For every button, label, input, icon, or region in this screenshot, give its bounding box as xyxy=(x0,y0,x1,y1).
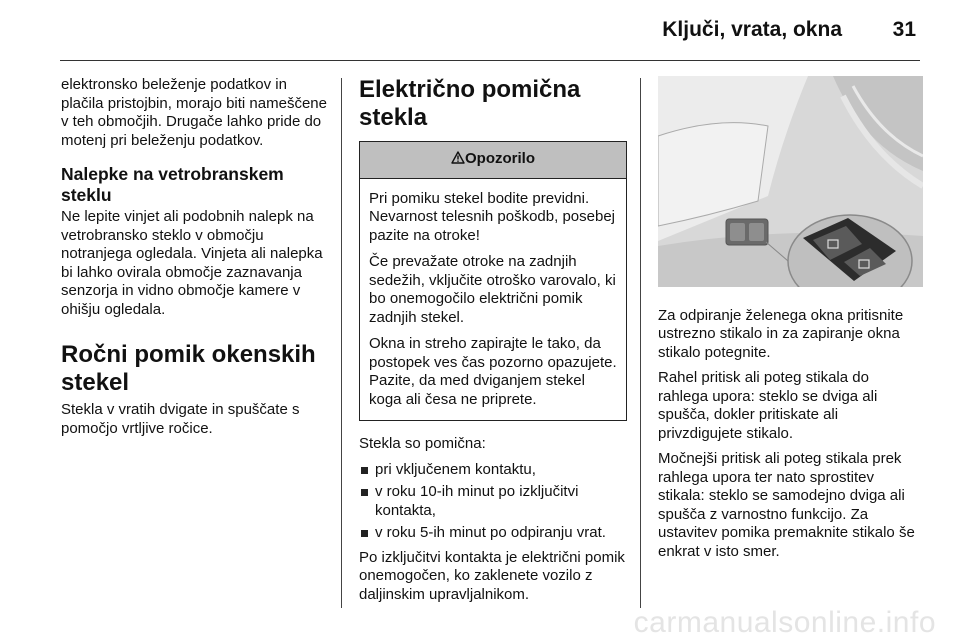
manual-windows-paragraph: Stekla v vratih dvigate in spuščate s pomočjo vrtljive ročice. xyxy=(61,401,300,437)
warning-paragraph: Okna in streho zapirajte le tako, da postopek ves čas pozorno opazujete. Pazite, da med dviganjem stekel koga ali česa ne priprete. xyxy=(369,335,617,408)
sticker-paragraph: Ne lepite vinjet ali podobnih nalepk na vetrobransko steklo v območju notranjega ogledala. Vinjeta ali nalepka bi lahko ovirala območje zaznavanja senzorja in vidno območje kamere v ohišju ogledala. xyxy=(61,208,323,318)
window-switch-illustration xyxy=(658,76,923,287)
warning-triangle-icon xyxy=(451,151,465,164)
running-header-title: Ključi, vrata, okna xyxy=(662,18,842,41)
conditions-lead: Stekla so pomična: xyxy=(359,435,486,452)
open-close-paragraph: Za odpiranje želenega okna pritisnite ustrezno stikalo in za zapiranje okna stikalo potegnite. xyxy=(658,306,904,361)
sticker-heading: Nalepke na vetrobranskem steklu xyxy=(61,164,284,205)
column-2 xyxy=(359,76,627,611)
column-divider-1 xyxy=(341,78,342,608)
list-item: v roku 10-ih minut po izključitvi kontakta, xyxy=(359,483,627,520)
manual-windows-heading: Ročni pomik okenskih stekel xyxy=(61,341,316,396)
intro-paragraph: elektronsko beleženje podatkov in plačila pristojbin, morajo biti nameščene v teh območjih. Drugače lahko pride do motenj pri beleženju podatkov. xyxy=(61,76,327,149)
warning-box xyxy=(359,141,627,421)
header-divider xyxy=(60,60,920,61)
warning-paragraph: Če prevažate otroke na zadnjih sedežih, vključite otroško varovalo, ki bo onemogočilo električni pomik zadnjih stekel. xyxy=(369,253,616,326)
warning-paragraph: Pri pomiku stekel bodite previdni. Nevarnost telesnih poškodb, posebej pazite na otroke! xyxy=(369,189,615,244)
column-3 xyxy=(658,76,923,568)
conditions-list xyxy=(359,461,627,543)
light-press-paragraph: Rahel pritisk ali poteg stikala do rahlega upora: steklo se dviga ali spušča, dokler pritiskate ali privzdigujete stikalo. xyxy=(658,369,878,442)
column-divider-2 xyxy=(640,78,641,608)
list-item: v roku 5-ih minut po odpiranju vrat. xyxy=(359,524,627,543)
warning-body xyxy=(360,179,626,421)
watermark: carmanualsonline.info xyxy=(633,606,936,639)
firm-press-paragraph: Močnejši pritisk ali poteg stikala prek rahlega upora ter nato sprostitev stikala: steklo se samodejno dviga ali spušča z varnostno funkcijo. Za ustavitev pomika premaknite stikalo še enkrat v isto smer. xyxy=(658,450,915,560)
page-number: 31 xyxy=(892,18,916,41)
column-1 xyxy=(61,76,329,445)
list-item: pri vključenem kontaktu, xyxy=(359,461,627,480)
warning-title: Opozorilo xyxy=(465,150,535,167)
ignition-off-paragraph: Po izključitvi kontakta je električni pomik onemogočen, ko zaklenete vozilo z daljinskim upravljalnikom. xyxy=(359,548,625,603)
power-windows-heading: Električno pomična stekla xyxy=(359,76,581,131)
warning-header xyxy=(360,142,626,179)
